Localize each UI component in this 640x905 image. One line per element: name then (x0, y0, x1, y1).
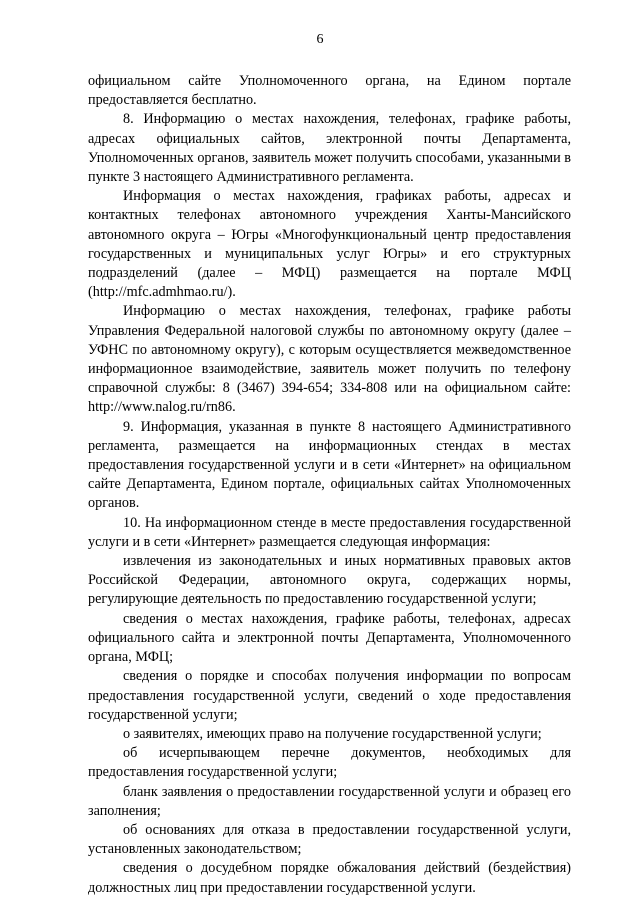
list-item-locations: сведения о местах нахождения, графике работы, телефонах, адресах официального сайта и электронной почты Департамента, Уполномоченного органа, МФЦ; (88, 610, 571, 666)
list-item-appeal-procedure: сведения о досудебном порядке обжалования действий (бездействия) должностных лиц при предоставлении государственной услуги. (88, 860, 571, 896)
paragraph-ufns-info: Информацию о местах нахождения, телефонах, графике работы Управления Федеральной налоговой службы по автономному округу (далее – УФНС по автономному округу), с которым осуществляется межведомственное информационное взаимодействие, заявитель может получить по телефону справочной службы: 8 (3467) 394-654; 334-808 или на официальном сайте: http://www.nalog.ru/rn86. (88, 303, 571, 416)
page-number: 6 (316, 32, 324, 47)
paragraph-item-8: 8. Информацию о местах нахождения, телефонах, графике работы, адресах официальных сайтов, электронной почты Департамента, Уполномоченных органов, заявитель может получить способами, указанными в пункте 3 настоящего Административного регламента. (88, 111, 571, 186)
list-item-applicants: о заявителях, имеющих право на получение государственной услуги; (123, 725, 542, 742)
paragraph-item-9: 9. Информация, указанная в пункте 8 настоящего Административного регламента, размещается на информационных стендах в местах предоставления государственной услуги и в сети «Интернет» на официальном сайте Департамента, Едином портале, официальных сайтах Уполномоченных органов. (88, 418, 571, 512)
list-item-application-form: бланк заявления о предоставлении государственной услуги и образец его заполнения; (88, 783, 571, 819)
paragraph-continuation: официальном сайте Уполномоченного органа, на Едином портале предоставляется бесплатно. (88, 73, 571, 109)
list-item-legal-acts: извлечения из законодательных и иных нормативных правовых актов Российской Федерации, автономного округа, содержащих нормы, регулирующие деятельность по предоставлению государственной услуги; (88, 553, 571, 608)
paragraph-mfc-info: Информация о местах нахождения, графиках работы, адресах и контактных телефонах автономного учреждения Ханты-Мансийского автономного округа – Югры «Многофункциональный центр предоставления государственных и муниципальных услуг Югры» и его структурных подразделений (далее – МФЦ) размещается на портале МФЦ (http://mfc.admhmao.ru/). (88, 188, 571, 301)
list-item-refusal-grounds: об основаниях для отказа в предоставлении государственной услуги, установленных законодательством; (88, 821, 571, 858)
list-item-info-procedure: сведения о порядке и способах получения информации по вопросам предоставления государственной услуги, сведений о ходе предоставления государственной услуги; (88, 668, 571, 723)
list-item-documents: об исчерпывающем перечне документов, необходимых для предоставления государственной услуги; (88, 745, 571, 781)
paragraph-item-10: 10. На информационном стенде в месте предоставления государственной услуги и в сети «Интернет» размещается следующая информация: (88, 514, 571, 550)
document-body (88, 72, 571, 898)
